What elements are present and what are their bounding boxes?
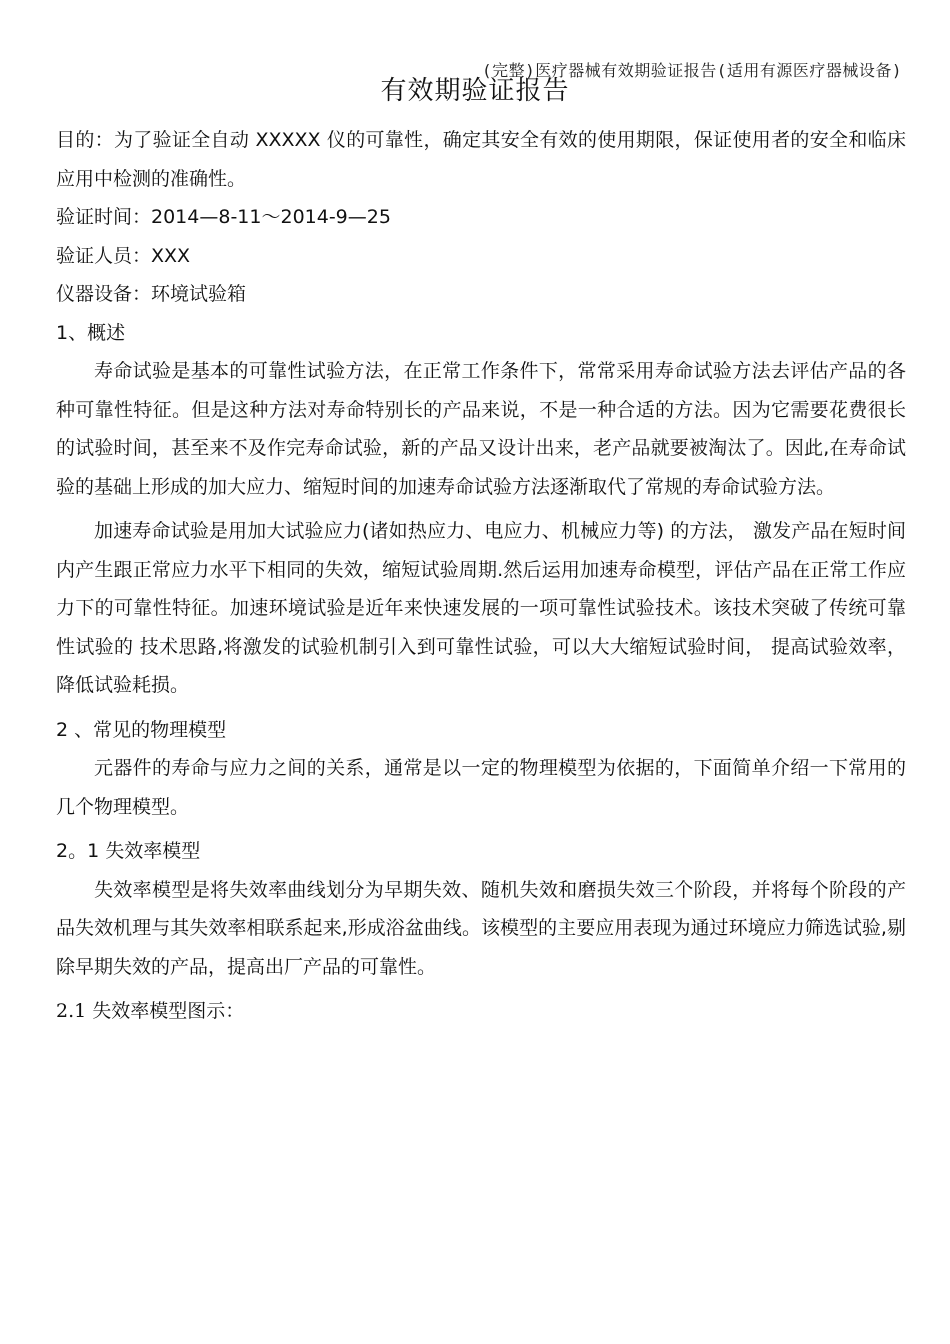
section2-1-diagram-caption: 2.1 失效率模型图示： xyxy=(56,1000,245,1022)
section2-1-paragraph: 失效率模型是将失效率曲线划分为早期失效、随机失效和磨损失效三个阶段，并将每个阶段的产品失效机理与其失效率相联系起来,形成浴盆曲线。该模型的主要应用表现为通过环境应力筛选试验,剔除早期失效的产品，提高出厂产品的可靠性。 xyxy=(56,878,906,978)
section2-1-heading: 2。1 失效率模型 xyxy=(56,840,201,862)
document-body xyxy=(56,121,906,1031)
equipment-line: 仪器设备：环境试验箱 xyxy=(56,283,247,305)
purpose-paragraph: 目的：为了验证全自动 XXXXX 仪的可靠性，确定其安全有效的使用期限，保证使用者的安全和临床应用中检测的准确性。 xyxy=(56,129,906,190)
verify-time-line: 验证时间：2014—8-11～2014-9—25 xyxy=(56,206,391,228)
verify-person-line: 验证人员：XXX xyxy=(56,244,191,267)
section1-paragraph-1: 寿命试验是基本的可靠性试验方法，在正常工作条件下，常常采用寿命试验方法去评估产品的各种可靠性特征。但是这种方法对寿命特别长的产品来说，不是一种合适的方法。因为它需要花费很长的试验时间，甚至来不及作完寿命试验，新的产品又设计出来，老产品就要被淘汰了。因此,在寿命试验的基础上形成的加大应力、缩短时间的加速寿命试验方法逐渐取代了常规的寿命试验方法。 xyxy=(56,360,906,498)
section1-heading: 1、概述 xyxy=(56,321,126,344)
section2-paragraph: 元器件的寿命与应力之间的关系，通常是以一定的物理模型为依据的，下面简单介绍一下常用的几个物理模型。 xyxy=(56,757,906,818)
document-header-note: (完整)医疗器械有效期验证报告(适用有源医疗器械设备) xyxy=(481,61,902,80)
document-title: 有效期验证报告 xyxy=(380,76,570,106)
section1-paragraph-2: 加速寿命试验是用加大试验应力(诸如热应力、电应力、机械应力等) 的方法， 激发产品在短时间内产生跟正常应力水平下相同的失效，缩短试验周期.然后运用加速寿命模型，评估产品在正常工作应力下的可靠性特征。加速环境试验是近年来快速发展的一项可靠性试验技术。该技术突破了传统可靠性试验的 技术思路,将激发的试验机制引入到可靠性试验，可以大大缩短试验时间， 提高试验效率，降低试验耗损。 xyxy=(56,520,906,696)
section2-heading: 2 、常见的物理模型 xyxy=(56,718,227,741)
